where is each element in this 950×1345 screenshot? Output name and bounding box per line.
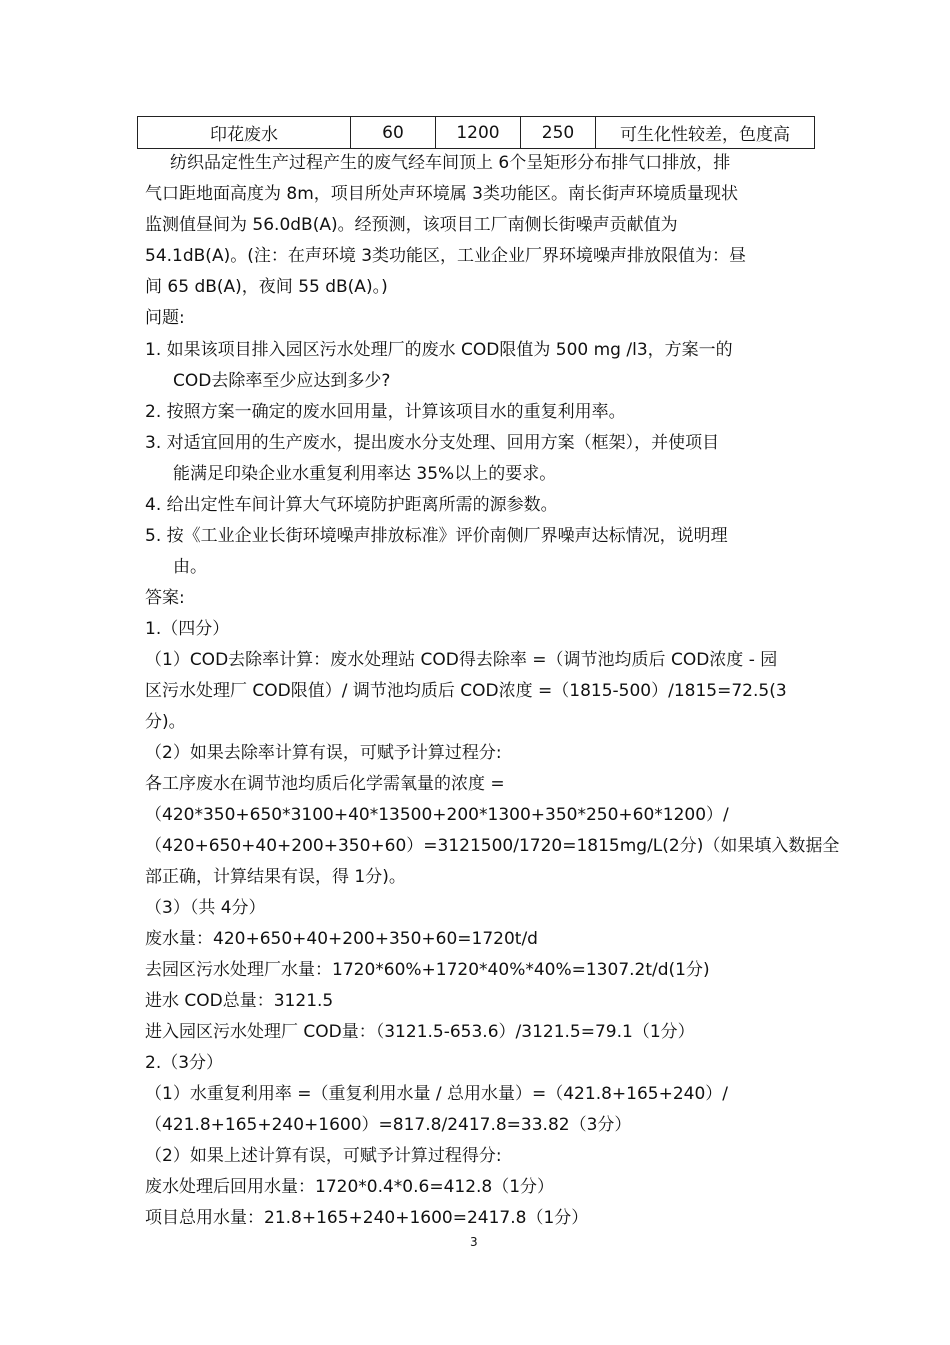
question-item: 2. 按照方案一确定的废水回用量，计算该项目水的重复利用率。 xyxy=(145,402,626,422)
text-line: 监测值昼间为 56.0dB(A)。经预测，该项目工厂南侧长街噪声贡献值为 xyxy=(145,215,678,235)
table-cell: 印花废水 xyxy=(138,117,351,149)
question-item: 4. 给出定性车间计算大气环境防护距离所需的源参数。 xyxy=(145,495,558,515)
text-line: 问题: xyxy=(145,308,185,328)
text-line: 54.1dB(A)。(注：在声环境 3类功能区，工业企业厂界环境噪声排放限值为：昼 xyxy=(145,246,747,266)
text-line: 分)。 xyxy=(145,712,186,732)
text-line: （1）COD去除率计算：废水处理站 COD得去除率 =（调节池均质后 COD浓度 - 园 xyxy=(145,650,778,670)
text-line: （420*350+650*3100+40*13500+200*1300+350*250+60*1200）/ xyxy=(145,805,729,825)
text-line: 部正确，计算结果有误，得 1分)。 xyxy=(145,867,406,887)
table-cell: 60 xyxy=(351,117,436,149)
text-line: 区污水处理厂 COD限值）/ 调节池均质后 COD浓度 =（1815-500）/1815=72.5(3 xyxy=(145,681,787,701)
wastewater-table-fragment xyxy=(137,116,815,149)
text-line: （421.8+165+240+1600）=817.8/2417.8=33.82（3分） xyxy=(145,1115,632,1135)
text-line: 气口距地面高度为 8m，项目所处声环境属 3类功能区。南长街声环境质量现状 xyxy=(145,184,738,204)
text-line: 去园区污水处理厂水量：1720*60%+1720*40%*40%=1307.2t/d(1分) xyxy=(145,960,710,980)
text-line: 由。 xyxy=(173,557,207,577)
text-line: COD去除率至少应达到多少? xyxy=(173,371,391,391)
text-line: 废水处理后回用水量：1720*0.4*0.6=412.8（1分） xyxy=(145,1177,555,1197)
text-line: 项目总用水量：21.8+165+240+1600=2417.8（1分） xyxy=(145,1208,589,1228)
text-line: 答案: xyxy=(145,588,185,608)
question-item: 1. 如果该项目排入园区污水处理厂的废水 COD限值为 500 mg /l3，方案一的 xyxy=(145,340,733,360)
table-cell: 可生化性较差，色度高 xyxy=(596,117,815,149)
text-line: 进水 COD总量：3121.5 xyxy=(145,991,334,1011)
text-line: （420+650+40+200+350+60）=3121500/1720=1815mg/L(2分)（如果填入数据全 xyxy=(145,836,840,856)
question-item: 5. 按《工业企业长街环境噪声排放标准》评价南侧厂界噪声达标情况，说明理 xyxy=(145,526,728,546)
table-cell: 250 xyxy=(521,117,596,149)
table-cell: 1200 xyxy=(436,117,521,149)
table-row xyxy=(138,117,815,149)
text-line: 能满足印染企业水重复利用率达 35%以上的要求。 xyxy=(173,464,557,484)
answer-heading: 1.（四分） xyxy=(145,619,230,639)
question-item: 3. 对适宜回用的生产废水，提出废水分支处理、回用方案（框架），并使项目 xyxy=(145,433,720,453)
text-line: 间 65 dB(A)，夜间 55 dB(A)。) xyxy=(145,277,388,297)
text-line: 进入园区污水处理厂 COD量：（3121.5-653.6）/3121.5=79.1（1分） xyxy=(145,1022,695,1042)
text-line: 废水量：420+650+40+200+350+60=1720t/d xyxy=(145,929,538,949)
answer-heading: 2.（3分） xyxy=(145,1053,224,1073)
text-line: （2）如果上述计算有误，可赋予计算过程得分: xyxy=(145,1146,502,1166)
text-line: 纺织品定性生产过程产生的废气经车间顶上 6个呈矩形分布排气口排放，排 xyxy=(170,153,731,173)
text-line: （1）水重复利用率 =（重复利用水量 / 总用水量）=（421.8+165+240）/ xyxy=(145,1084,729,1104)
text-line: 各工序废水在调节池均质后化学需氧量的浓度 = xyxy=(145,774,505,794)
text-line: （3）（共 4分） xyxy=(145,898,266,918)
page-number: 3 xyxy=(470,1235,478,1249)
text-line: （2）如果去除率计算有误，可赋予计算过程分: xyxy=(145,743,502,763)
